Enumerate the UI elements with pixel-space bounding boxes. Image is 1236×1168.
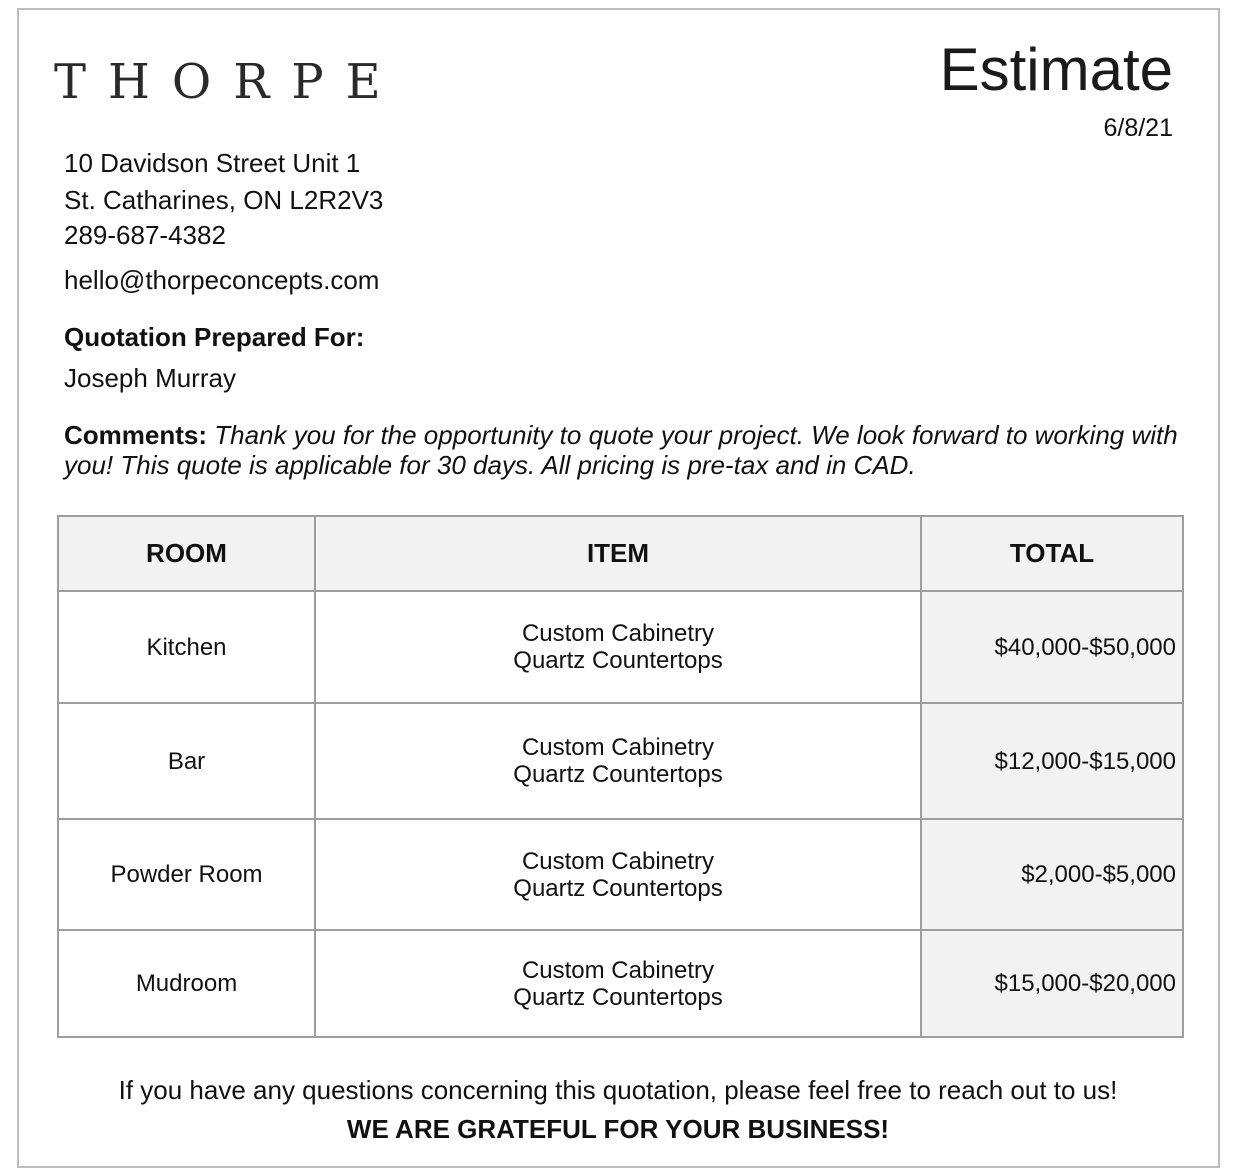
- footer-note: If you have any questions concerning this quotation, please feel free to reach out to us!: [118, 1075, 1118, 1105]
- row-total: $2,000-$5,000: [921, 819, 1183, 930]
- comments-block: [64, 420, 1184, 480]
- item-line: Custom Cabinetry: [521, 734, 715, 761]
- item-line: Quartz Countertops: [513, 761, 723, 788]
- table-row: [58, 819, 1183, 930]
- address-line-2: St. Catharines, ON L2R2V3: [64, 185, 384, 215]
- document-title: Estimate: [939, 36, 1173, 103]
- row-room: Mudroom: [58, 930, 315, 1037]
- item-line: Custom Cabinetry: [521, 956, 715, 984]
- row-total: $12,000-$15,000: [921, 703, 1183, 819]
- item-line: Quartz Countertops: [513, 647, 723, 674]
- footer-thanks: WE ARE GRATEFUL FOR YOUR BUSINESS!: [346, 1114, 890, 1144]
- row-room: Powder Room: [58, 819, 315, 930]
- comments-label: Comments:: [64, 420, 208, 450]
- table-header-row: [58, 516, 1183, 591]
- company-logo: THORPE: [54, 54, 403, 110]
- document-date: 6/8/21: [1103, 114, 1173, 142]
- row-total: $15,000-$20,000: [921, 930, 1183, 1037]
- table-row: [58, 703, 1183, 819]
- item-line: Custom Cabinetry: [521, 620, 715, 647]
- item-line: Custom Cabinetry: [521, 847, 715, 875]
- header-room: ROOM: [58, 516, 315, 591]
- row-total: $40,000-$50,000: [921, 591, 1183, 703]
- header-total: TOTAL: [921, 516, 1183, 591]
- quote-table: [57, 515, 1184, 1038]
- company-email: hello@thorpeconcepts.com: [64, 265, 380, 295]
- item-line: Quartz Countertops: [513, 874, 723, 902]
- comments-text: Thank you for the opportunity to quote your project. We look forward to working with you! This quote is applicable for 30 days. All pricing is pre-tax and in CAD.: [64, 420, 1178, 480]
- row-item: [315, 930, 921, 1037]
- header-item: ITEM: [315, 516, 921, 591]
- prepared-for-label: Quotation Prepared For:: [64, 322, 365, 352]
- address-line-1: 10 Davidson Street Unit 1: [64, 148, 361, 178]
- table-row: [58, 930, 1183, 1037]
- row-item: [315, 819, 921, 930]
- row-item: [315, 703, 921, 819]
- client-name: Joseph Murray: [64, 363, 236, 393]
- row-item: [315, 591, 921, 703]
- row-room: Bar: [58, 703, 315, 819]
- company-phone: 289-687-4382: [64, 220, 226, 250]
- row-room: Kitchen: [58, 591, 315, 703]
- table-row: [58, 591, 1183, 703]
- item-line: Quartz Countertops: [513, 983, 723, 1011]
